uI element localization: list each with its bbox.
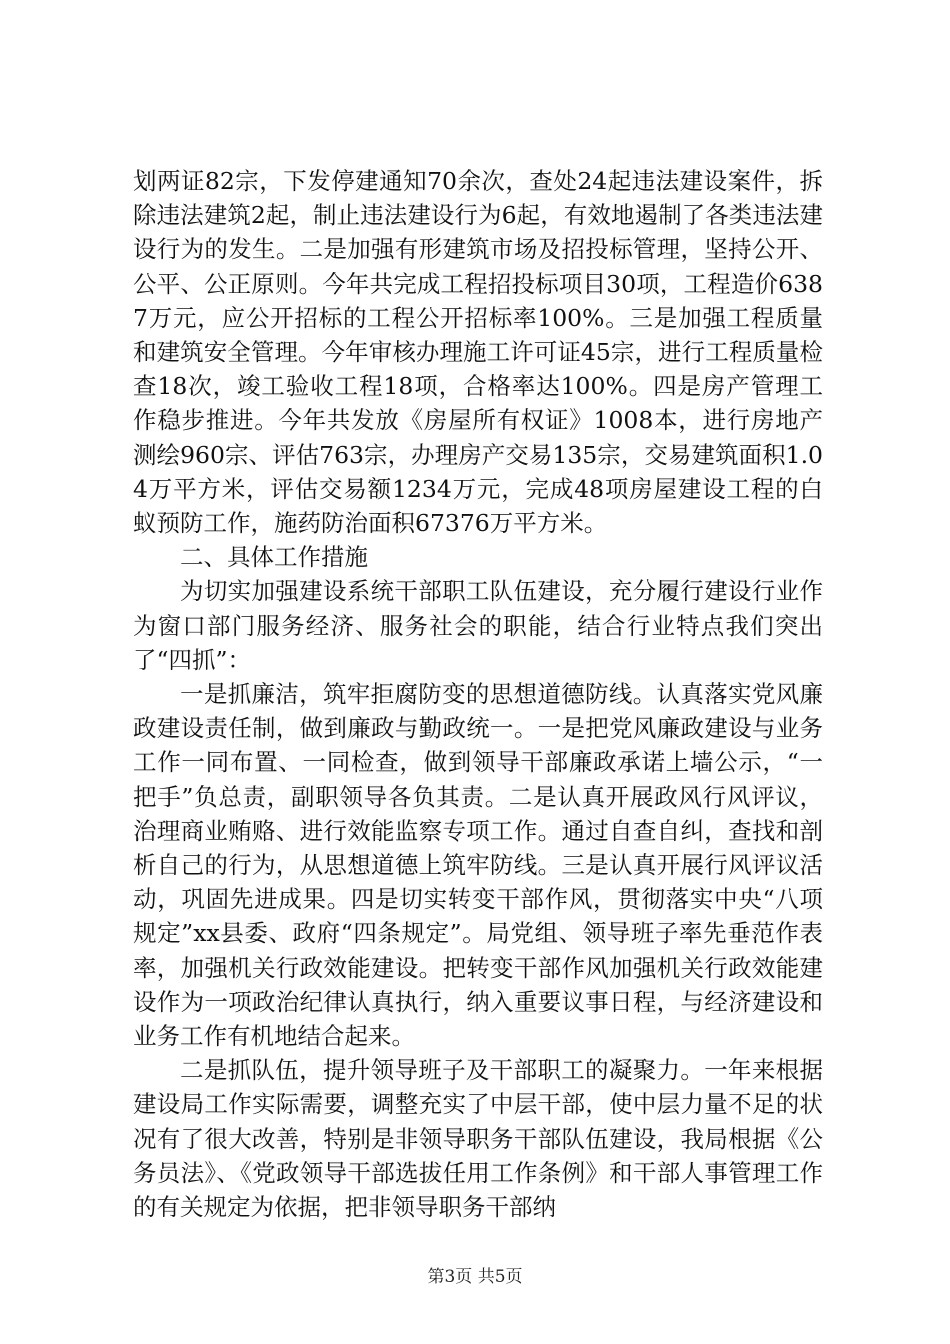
section-heading: 二、具体工作措施 bbox=[180, 543, 368, 572]
paragraph-2: 为切实加强建设系统干部职工队伍建设，充分履行建设行业作为窗口部门服务经济、服务社会的职能，结合行业特点我们突出了“四抓”： bbox=[133, 577, 823, 674]
document-body bbox=[133, 164, 823, 1224]
paragraph-4: 二是抓队伍，提升领导班子及干部职工的凝聚力。一年来根据建设局工作实际需要，调整充实了中层干部，使中层力量不足的状况有了很大改善，特别是非领导职务干部队伍建设，我局根据《公务员法》、《党政领导干部选拔任用工作条例》和干部人事管理工作的有关规定为依据，把非领导职务干部纳 bbox=[133, 1056, 823, 1222]
paragraph-3: 一是抓廉洁，筑牢拒腐防变的思想道德防线。认真落实党风廉政建设责任制，做到廉政与勤政统一。一是把党风廉政建设与业务工作一同布置、一同检查，做到领导干部廉政承诺上墙公示，“一把手”负总责，副职领导各负其责。二是认真开展政风行风评议，治理商业贿赂、进行效能监察专项工作。通过自查自纠，查找和剖析自己的行为，从思想道德上筑牢防线。三是认真开展行风评议活动，巩固先进成果。四是切实转变干部作风，贯彻落实中央“八项规定”xx县委、政府“四条规定”。局党组、领导班子率先垂范作表率，加强机关行政效能建设。把转变干部作风加强机关行政效能建设作为一项政治纪律认真执行，纳入重要议事日程，与经济建设和业务工作有机地结合起来。 bbox=[133, 680, 823, 1051]
paragraph-1: 划两证82宗，下发停建通知70余次，查处24起违法建设案件，拆除违法建筑2起，制止违法建设行为6起，有效地遏制了各类违法建设行为的发生。二是加强有形建筑市场及招投标管理，坚持公开、公平、公正原则。今年共完成工程招投标项目30项，工程造价6387万元，应公开招标的工程公开招标率100%。三是加强工程质量和建筑安全管理。今年审核办理施工许可证45宗，进行工程质量检查18次，竣工验收工程18项，合格率达100%。四是房产管理工作稳步推进。今年共发放《房屋所有权证》1008本，进行房地产测绘960宗、评估763宗，办理房产交易135宗，交易建筑面积1.04万平方米，评估交易额1234万元，完成48项房屋建设工程的白蚁预防工作，施药防治面积67376万平方米。 bbox=[133, 167, 823, 538]
page-number-footer: 第3页 共5页 bbox=[427, 1267, 523, 1287]
